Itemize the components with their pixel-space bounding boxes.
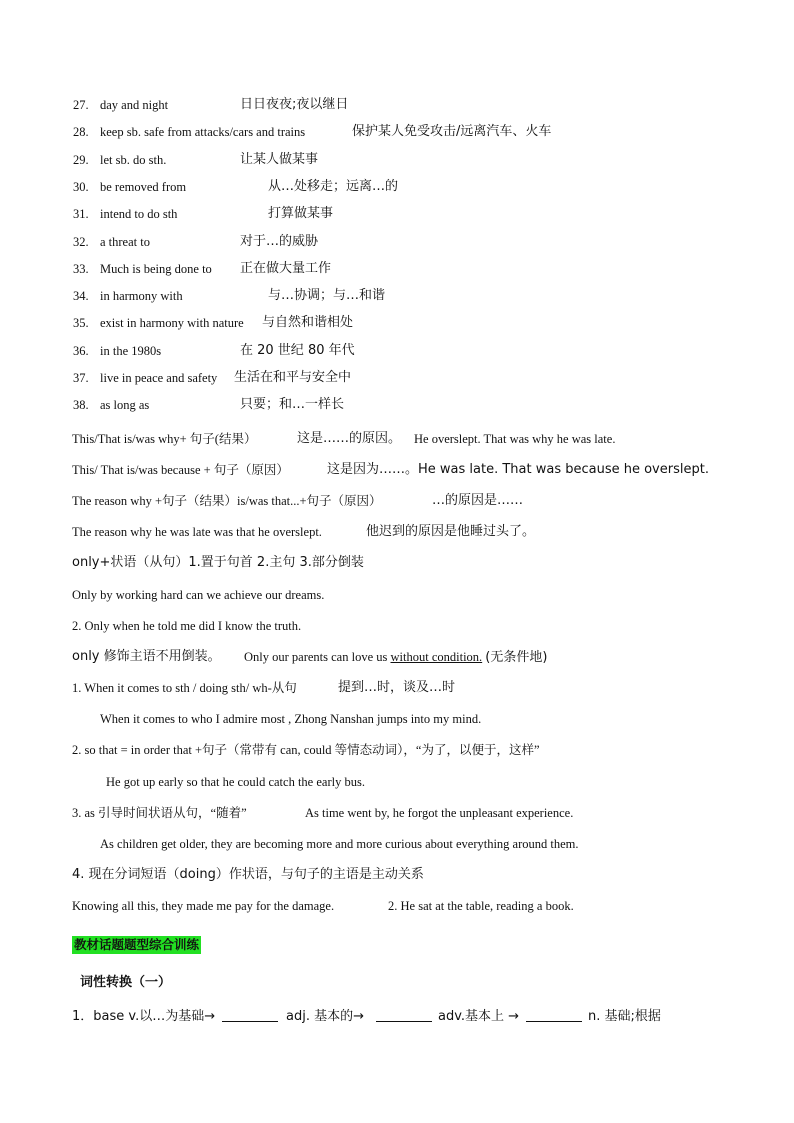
because-pattern: This/ That is/was because + 句子（原因） bbox=[72, 463, 289, 477]
section-highlight-heading: 教材话题题型综合训练 bbox=[74, 937, 200, 952]
phrase-chinese: 与…协调；与…和谐 bbox=[268, 288, 386, 303]
phrase-english: day and night bbox=[100, 98, 169, 112]
exercise-1-noun: n. 基础;根据 bbox=[588, 1009, 661, 1024]
phrase-english: in the 1980s bbox=[100, 344, 162, 358]
phrase-chinese: 让某人做某事 bbox=[240, 152, 319, 167]
doing-example-1: Knowing all this, they made me pay for the damage. bbox=[72, 899, 335, 913]
sothat-example: He got up early so that he could catch the early bus. bbox=[106, 775, 365, 789]
reason-pattern: The reason why +句子（结果）is/was that...+句子（原因） bbox=[72, 494, 382, 508]
doing-rule: 4. 现在分词短语（doing）作状语，与句子的主语是主动关系 bbox=[72, 867, 424, 882]
as-example-1: As time went by, he forgot the unpleasant experience. bbox=[305, 806, 574, 820]
reason-meaning: …的原因是…… bbox=[432, 493, 524, 508]
because-meaning: 这是因为……。He was late. That was because he overslept. bbox=[327, 462, 709, 477]
sothat-rule: 2. so that = in order that +句子（常带有 can, could 等情态动词），“为了，以便于，这样” bbox=[72, 743, 540, 757]
phrase-chinese: 从…处移走；远离…的 bbox=[268, 179, 399, 194]
only-subject-rule: only 修饰主语不用倒装。 bbox=[72, 649, 221, 664]
phrase-chinese: 打算做某事 bbox=[268, 206, 334, 221]
phrase-chinese: 与自然和谐相处 bbox=[262, 315, 354, 330]
why-meaning: 这是……的原因。 bbox=[297, 431, 402, 446]
only-subject-gloss: (无条件地) bbox=[485, 650, 548, 665]
phrase-english: live in peace and safety bbox=[100, 371, 218, 385]
when-rule: 1. When it comes to sth / doing sth/ wh-从句 bbox=[72, 681, 297, 695]
phrase-english: exist in harmony with nature bbox=[100, 316, 244, 330]
phrase-chinese: 保护某人免受攻击/远离汽车、火车 bbox=[352, 124, 552, 139]
only-example-1: Only by working hard can we achieve our dreams. bbox=[72, 588, 325, 602]
section-subheading: 词性转换（一） bbox=[80, 975, 172, 990]
exercise-1-adj: adj. 基本的→ bbox=[286, 1009, 364, 1024]
phrase-english: intend to do sth bbox=[100, 207, 178, 221]
why-pattern: This/That is/was why+ 句子(结果） bbox=[72, 432, 257, 446]
only-example-2: 2. Only when he told me did I know the truth. bbox=[72, 619, 302, 633]
phrase-number: 32. bbox=[73, 235, 89, 249]
phrase-english: be removed from bbox=[100, 180, 187, 194]
phrase-chinese: 对于…的威胁 bbox=[240, 234, 319, 249]
reason-example-en: The reason why he was late was that he overslept. bbox=[72, 525, 322, 539]
phrase-english: Much is being done to bbox=[100, 262, 212, 276]
phrase-english: a threat to bbox=[100, 235, 150, 249]
phrase-english: let sb. do sth. bbox=[100, 153, 167, 167]
exercise-1-blank-2[interactable] bbox=[376, 1009, 432, 1022]
only-subject-example bbox=[244, 649, 547, 666]
phrase-english: keep sb. safe from attacks/cars and trains bbox=[100, 125, 306, 139]
doing-example-2: 2. He sat at the table, reading a book. bbox=[388, 899, 574, 913]
phrase-chinese: 日日夜夜;夜以继日 bbox=[240, 97, 349, 112]
phrase-number: 30. bbox=[73, 180, 89, 194]
phrase-chinese: 只要；和…一样长 bbox=[240, 397, 345, 412]
only-subject-example-text: Only our parents can love us bbox=[244, 650, 388, 664]
when-meaning: 提到…时，谈及…时 bbox=[338, 680, 456, 695]
exercise-1-blank-3[interactable] bbox=[526, 1009, 582, 1022]
exercise-1-blank-1[interactable] bbox=[222, 1009, 278, 1022]
phrase-number: 38. bbox=[73, 398, 89, 412]
only-rule: only+状语（从句）1.置于句首 2.主句 3.部分倒装 bbox=[72, 555, 364, 570]
phrase-number: 34. bbox=[73, 289, 89, 303]
phrase-number: 31. bbox=[73, 207, 89, 221]
only-subject-underlined: without condition. bbox=[390, 650, 483, 664]
phrase-english: as long as bbox=[100, 398, 150, 412]
phrase-number: 28. bbox=[73, 125, 89, 139]
phrase-chinese: 正在做大量工作 bbox=[240, 261, 332, 276]
exercise-1-adv: adv.基本上 → bbox=[438, 1009, 520, 1024]
phrase-number: 36. bbox=[73, 344, 89, 358]
phrase-number: 33. bbox=[73, 262, 89, 276]
phrase-number: 29. bbox=[73, 153, 89, 167]
as-example-2: As children get older, they are becoming more and more curious about everything around them. bbox=[100, 837, 579, 851]
reason-example-cn: 他迟到的原因是他睡过头了。 bbox=[366, 524, 536, 539]
phrase-number: 35. bbox=[73, 316, 89, 330]
phrase-chinese: 生活在和平与安全中 bbox=[234, 370, 352, 385]
when-example: When it comes to who I admire most , Zhong Nanshan jumps into my mind. bbox=[100, 712, 482, 726]
phrase-number: 37. bbox=[73, 371, 89, 385]
as-rule: 3. as 引导时间状语从句，“随着” bbox=[72, 806, 247, 820]
exercise-1-prompt: 1．base v.以…为基础→ bbox=[72, 1009, 216, 1024]
phrase-number: 27. bbox=[73, 98, 89, 112]
phrase-chinese: 在 20 世纪 80 年代 bbox=[240, 343, 355, 358]
why-example: He overslept. That was why he was late. bbox=[414, 432, 616, 446]
phrase-english: in harmony with bbox=[100, 289, 183, 303]
